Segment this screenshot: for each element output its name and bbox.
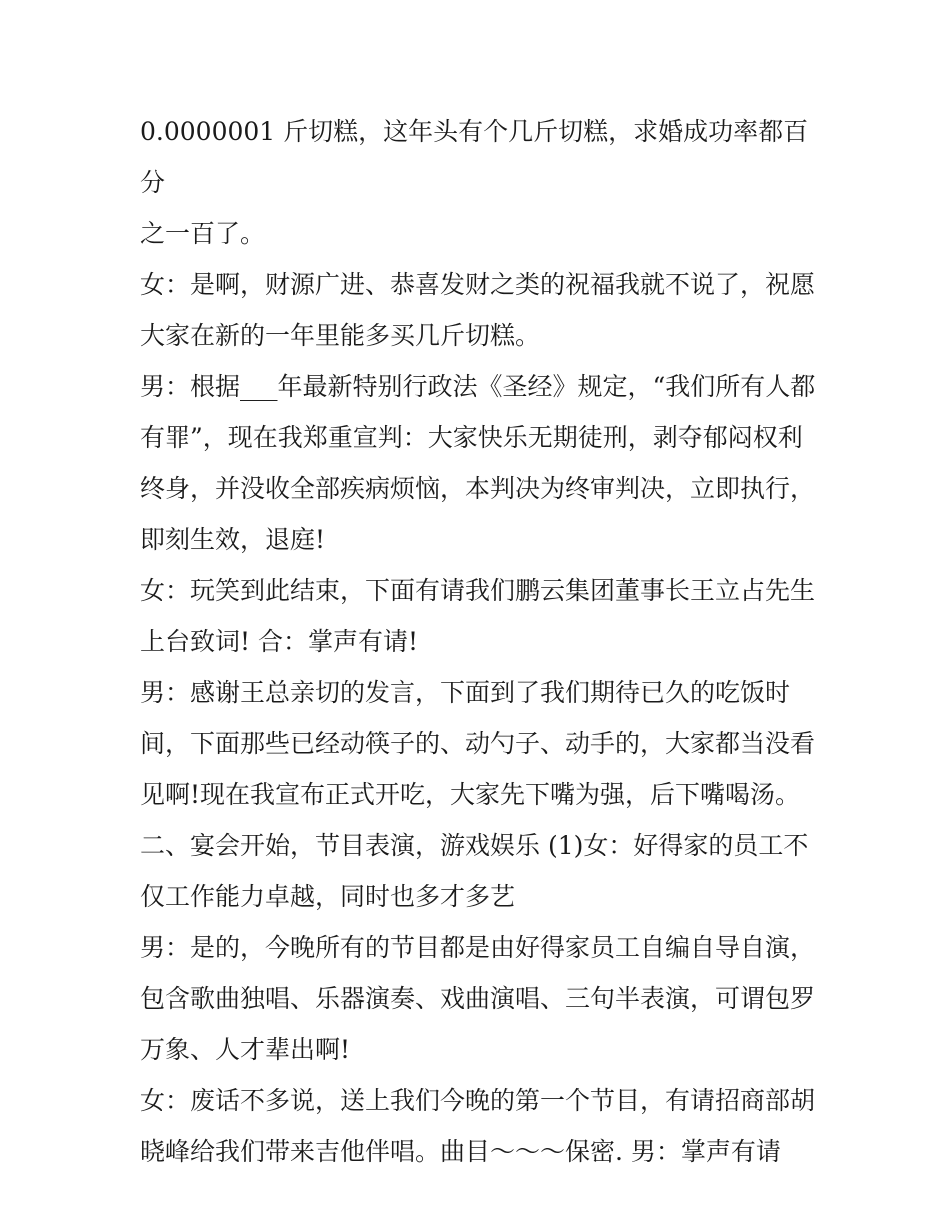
paragraph-6 [140, 820, 830, 922]
paragraph-1 [140, 106, 830, 259]
text-line: 女：是啊，财源广进、恭喜发财之类的祝福我就不说了，祝愿 [140, 270, 816, 299]
text-line: 男：是的，今晚所有的节目都是由好得家员工自编自导自演， [140, 933, 816, 962]
text-line: 二、宴会开始，节目表演，游戏娱乐 (1)女：好得家的员工不 [140, 831, 809, 860]
paragraph-3 [140, 361, 830, 565]
text-line: 仅工作能力卓越，同时也多才多艺 [140, 882, 516, 911]
text-line: 大家在新的一年里能多买几斤切糕。 [140, 321, 541, 350]
text-line: 之一百了。 [140, 219, 266, 248]
text-line: 有罪”，现在我郑重宣判：大家快乐无期徒刑，剥夺郁闷权利 [140, 423, 803, 452]
text-line: 上台致词! 合：掌声有请! [140, 627, 419, 656]
text-line: 终身，并没收全部疾病烦恼，本判决为终审判决，立即执行， [140, 474, 816, 503]
text-line: 包含歌曲独唱、乐器演奏、戏曲演唱、三句半表演，可谓包罗 [140, 984, 816, 1013]
text-line: 万象、人才辈出啊! [140, 1035, 351, 1064]
paragraph-4 [140, 565, 830, 667]
document-body [140, 106, 830, 1177]
text-line: 间，下面那些已经动筷子的、动勺子、动手的，大家都当没看 [140, 729, 816, 758]
text-line: 晓峰给我们带来吉他伴唱。曲目～～～保密. 男：掌声有请 [140, 1137, 781, 1166]
text-line: 男：根据___年最新特别行政法《圣经》规定，“我们所有人都 [140, 372, 816, 401]
paragraph-7 [140, 922, 830, 1075]
paragraph-2 [140, 259, 830, 361]
text-line: 女：废话不多说，送上我们今晚的第一个节目，有请招商部胡 [140, 1086, 816, 1115]
text-line: 即刻生效，退庭! [140, 525, 326, 554]
text-line: 0.0000001 斤切糕，这年头有个几斤切糕，求婚成功率都百分 [140, 117, 809, 197]
paragraph-5 [140, 667, 830, 820]
text-line: 见啊!现在我宣布正式开吃，大家先下嘴为强，后下嘴喝汤。 [140, 780, 801, 809]
text-line: 男：感谢王总亲切的发言，下面到了我们期待已久的吃饭时 [140, 678, 791, 707]
paragraph-8 [140, 1075, 830, 1177]
text-line: 女：玩笑到此结束，下面有请我们鹏云集团董事长王立占先生 [140, 576, 816, 605]
